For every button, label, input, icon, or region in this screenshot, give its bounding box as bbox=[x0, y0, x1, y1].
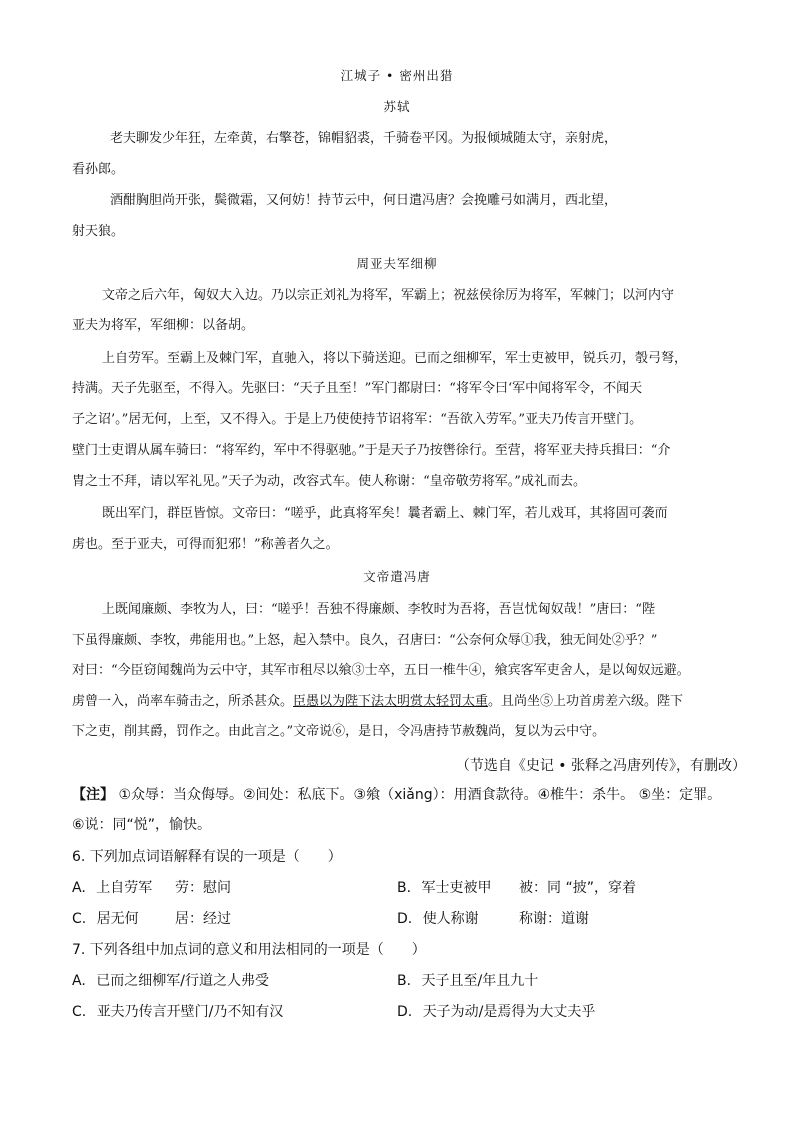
q6-option-b[interactable] bbox=[397, 880, 636, 896]
passage1-line-2: 亚夫为将军，军细柳：以备胡。 bbox=[72, 318, 255, 333]
poem-author: 苏轼 bbox=[383, 99, 411, 114]
passage1-line-6: 壁门士吏谓从属车骑曰：“将军约，军中不得驱驰。”于是天子乃按辔徐行。至营，将军亚夫持兵揖曰：“介 bbox=[72, 443, 671, 458]
q7-option-c-key: C. bbox=[72, 1004, 87, 1020]
q7-option-b-text: 天子且至/年且九十 bbox=[421, 973, 539, 989]
q6-option-c[interactable] bbox=[72, 911, 231, 927]
source-citation: （节选自《史记 • 张释之冯唐列传》，有删改） bbox=[455, 758, 746, 774]
q6-option-a-key: A. bbox=[72, 880, 86, 896]
q7-option-d-key: D. bbox=[397, 1004, 413, 1020]
q7-option-a[interactable] bbox=[72, 973, 269, 989]
q7-option-a-text: 已而之细柳军/行道之人弗受 bbox=[96, 973, 269, 989]
q6-option-a-gloss: 劳：慰问 bbox=[175, 880, 231, 896]
passage1-title: 周亚夫军细柳 bbox=[356, 256, 438, 271]
q7-option-b-key: B. bbox=[397, 973, 412, 989]
q6-option-d-key: D. bbox=[397, 911, 413, 927]
passage1-line-4: 持满。天子先驱至，不得入。先驱曰：“天子且至！”军门都尉曰：“将军令曰‘军中闻将军令，不闻天 bbox=[72, 381, 643, 396]
q7-option-c[interactable] bbox=[72, 1004, 283, 1020]
passage2-line-1: 上既闻廉颇、李牧为人，曰：“嗟乎！吾独不得廉颇、李牧时为吾将，吾岂忧匈奴哉！”唐曰：“陛 bbox=[102, 602, 655, 617]
q6-option-a[interactable] bbox=[72, 880, 231, 896]
passage2-line-3: 对曰：“今臣窃闻魏尚为云中守，其军市租尽以飨③士卒，五日一椎牛④，飨宾客军吏舍人，是以匈奴远避。 bbox=[72, 663, 690, 678]
passage2-line-5: 下之吏，削其爵，罚作之。由此言之。”文帝说⑥，是日，令冯唐持节赦魏尚，复以为云中守。 bbox=[72, 724, 606, 739]
notes-line-1 bbox=[72, 787, 721, 803]
passage1-line-7: 胄之士不拜，请以军礼见。”天子为动，改容式车。使人称谢：“皇帝敬劳将军。”成礼而去。 bbox=[72, 474, 586, 489]
q7-option-d[interactable] bbox=[397, 1004, 595, 1020]
notes-line-2: ⑥说：同“悦”，愉快。 bbox=[72, 817, 212, 833]
poem-line-2: 看孙郎。 bbox=[72, 162, 125, 177]
q6-option-b-gloss: 被：同 “披”，穿着 bbox=[519, 880, 636, 896]
question-6-stem: 6. 下列加点词语解释有误的一项是（ ） bbox=[72, 849, 342, 865]
q6-option-d-phrase: 使人称谢 bbox=[422, 911, 479, 927]
q6-option-a-phrase: 上自劳军 bbox=[96, 880, 153, 896]
passage1-line-1: 文帝之后六年，匈奴大入边。乃以宗正刘礼为将军，军霸上；祝兹侯徐厉为将军，军棘门；以河内守 bbox=[102, 288, 675, 303]
passage2-line-2: 下虽得廉颇、李牧，弗能用也。”上怒，起入禁中。良久，召唐曰：“公奈何众辱①我，独无间处②乎？” bbox=[72, 633, 658, 648]
passage1-line-5: 子之诏’。”居无何，上至，又不得入。于是上乃使使持节诏将军：“吾欲入劳军。”亚夫乃传言开壁门。 bbox=[72, 412, 643, 427]
q6-option-b-phrase: 军士吏被甲 bbox=[421, 880, 492, 896]
q6-option-b-key: B. bbox=[397, 880, 412, 896]
q7-option-c-text: 亚夫乃传言开壁门/乃不知有汉 bbox=[96, 1004, 284, 1020]
passage1-line-3: 上自劳军。至霸上及棘门军，直驰入，将以下骑送迎。已而之细柳军，军士吏被甲，锐兵刃，彀弓弩， bbox=[102, 351, 688, 366]
q6-option-d[interactable] bbox=[397, 911, 589, 927]
q7-option-d-text: 天子为动/是焉得为大丈夫乎 bbox=[422, 1004, 596, 1020]
poem-line-1: 老夫聊发少年狂，左牵黄，右擎苍，锦帽貂裘，千骑卷平冈。为报倾城随太守，亲射虎， bbox=[110, 131, 618, 146]
q7-option-b[interactable] bbox=[397, 973, 538, 989]
q7-option-a-key: A. bbox=[72, 973, 86, 989]
q6-option-d-gloss: 称谢：道谢 bbox=[519, 911, 589, 927]
poem-title: 江城子 • 密州出猎 bbox=[340, 68, 454, 83]
passage1-line-9: 虏也。至于亚夫，可得而犯邪！”称善者久之。 bbox=[72, 537, 339, 552]
q6-option-c-phrase: 居无何 bbox=[96, 911, 139, 927]
notes-label: 【注】 bbox=[72, 787, 114, 803]
underlined-sentence: 臣愚以为陛下法太明赏太轻罚太重 bbox=[293, 694, 489, 709]
notes-text-1: ①众辱：当众侮辱。②间处：私底下。③飨（xiǎng）：用酒食款待。④椎牛：杀牛。 ⑤坐：定罪。 bbox=[118, 787, 722, 803]
passage2-title: 文帝遣冯唐 bbox=[363, 569, 431, 584]
poem-line-3: 酒酣胸胆尚开张，鬓微霜，又何妨！持节云中，何日遣冯唐？会挽雕弓如满月，西北望， bbox=[110, 193, 618, 208]
passage2-line-4-b: 。且尚坐⑤上功首虏差六级。陛下 bbox=[488, 694, 684, 709]
question-7-stem: 7. 下列各组中加点词的意义和用法相同的一项是（ ） bbox=[72, 942, 426, 958]
q6-option-c-key: C. bbox=[72, 911, 87, 927]
passage2-line-4 bbox=[72, 694, 683, 710]
poem-line-4: 射天狼。 bbox=[72, 224, 125, 239]
q6-option-c-gloss: 居：经过 bbox=[175, 911, 231, 927]
passage2-line-4-a: 虏曾一入，尚率车骑击之，所杀甚众。 bbox=[72, 694, 294, 709]
passage1-line-8: 既出军门，群臣皆惊。文帝曰：“嗟乎，此真将军矣！曩者霸上、棘门军，若儿戏耳，其将固可袭而 bbox=[102, 506, 668, 521]
